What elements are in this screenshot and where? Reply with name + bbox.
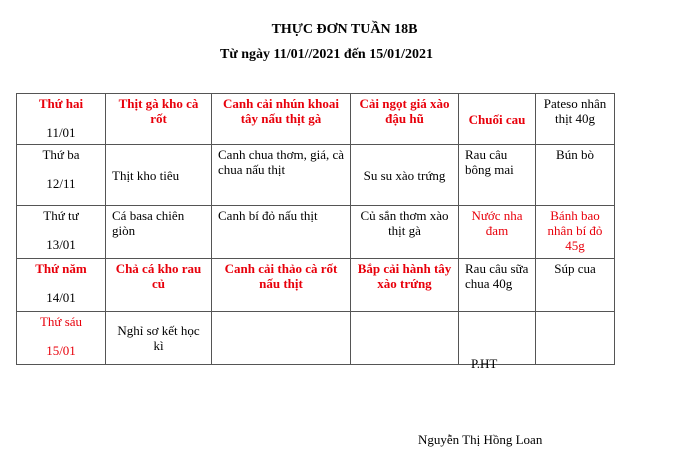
menu-cell: Bánh bao nhân bí đỏ 45g bbox=[536, 206, 615, 259]
menu-cell: Chả cá kho rau củ bbox=[106, 259, 212, 312]
menu-cell: Su su xào trứng bbox=[351, 145, 459, 206]
menu-cell: Thịt kho tiêu bbox=[106, 145, 212, 206]
day-name: Thứ năm bbox=[35, 261, 87, 276]
menu-cell: Rau câu bông mai bbox=[459, 145, 536, 206]
menu-cell: Chuối cau bbox=[459, 94, 536, 145]
day-date: 12/11 bbox=[46, 176, 76, 191]
menu-cell: Pateso nhân thịt 40g bbox=[536, 94, 615, 145]
day-date: 14/01 bbox=[46, 290, 76, 305]
menu-cell bbox=[212, 312, 351, 365]
day-name: Thứ tư bbox=[43, 208, 79, 223]
menu-cell: Canh cải nhún khoai tây nấu thịt gà bbox=[212, 94, 351, 145]
menu-cell: Rau câu sữa chua 40g bbox=[459, 259, 536, 312]
day-cell bbox=[17, 312, 106, 365]
day-date: 13/01 bbox=[46, 237, 76, 252]
table-row bbox=[17, 312, 615, 365]
date-range: Từ ngày 11/01//2021 đến 15/01/2021 bbox=[220, 47, 433, 62]
day-cell bbox=[17, 94, 106, 145]
day-cell bbox=[17, 145, 106, 206]
menu-cell: Cải ngọt giá xào đậu hũ bbox=[351, 94, 459, 145]
menu-cell bbox=[536, 312, 615, 365]
menu-cell bbox=[351, 312, 459, 365]
menu-cell: Nghỉ sơ kết học kì bbox=[106, 312, 212, 365]
table-row bbox=[17, 206, 615, 259]
day-date: 15/01 bbox=[46, 343, 76, 358]
menu-cell: Canh chua thơm, giá, cà chua nấu thịt bbox=[212, 145, 351, 206]
table-row bbox=[17, 145, 615, 206]
day-name: Thứ ba bbox=[42, 147, 80, 162]
menu-cell: Nước nha đam bbox=[459, 206, 536, 259]
menu-cell: Thịt gà kho cà rốt bbox=[106, 94, 212, 145]
menu-cell: Canh cải thảo cà rốt nấu thịt bbox=[212, 259, 351, 312]
day-date: 11/01 bbox=[46, 125, 76, 140]
day-name: Thứ hai bbox=[38, 96, 84, 111]
menu-cell: Súp cua bbox=[536, 259, 615, 312]
menu-cell: Củ sắn thơm xào thịt gà bbox=[351, 206, 459, 259]
weekly-menu-table bbox=[16, 93, 615, 365]
menu-cell: Bắp cải hành tây xào trứng bbox=[351, 259, 459, 312]
table-row bbox=[17, 94, 615, 145]
signature-name: Nguyễn Thị Hồng Loan bbox=[418, 432, 543, 447]
menu-cell: Cá basa chiên giòn bbox=[106, 206, 212, 259]
table-row bbox=[17, 259, 615, 312]
day-cell bbox=[17, 259, 106, 312]
day-name: Thứ sáu bbox=[39, 314, 83, 329]
menu-cell: Canh bí đỏ nấu thịt bbox=[212, 206, 351, 259]
day-cell bbox=[17, 206, 106, 259]
menu-cell: Bún bò bbox=[536, 145, 615, 206]
page-title: THỰC ĐƠN TUẦN 18B bbox=[271, 22, 418, 37]
signature-role: P.HT bbox=[471, 356, 498, 371]
